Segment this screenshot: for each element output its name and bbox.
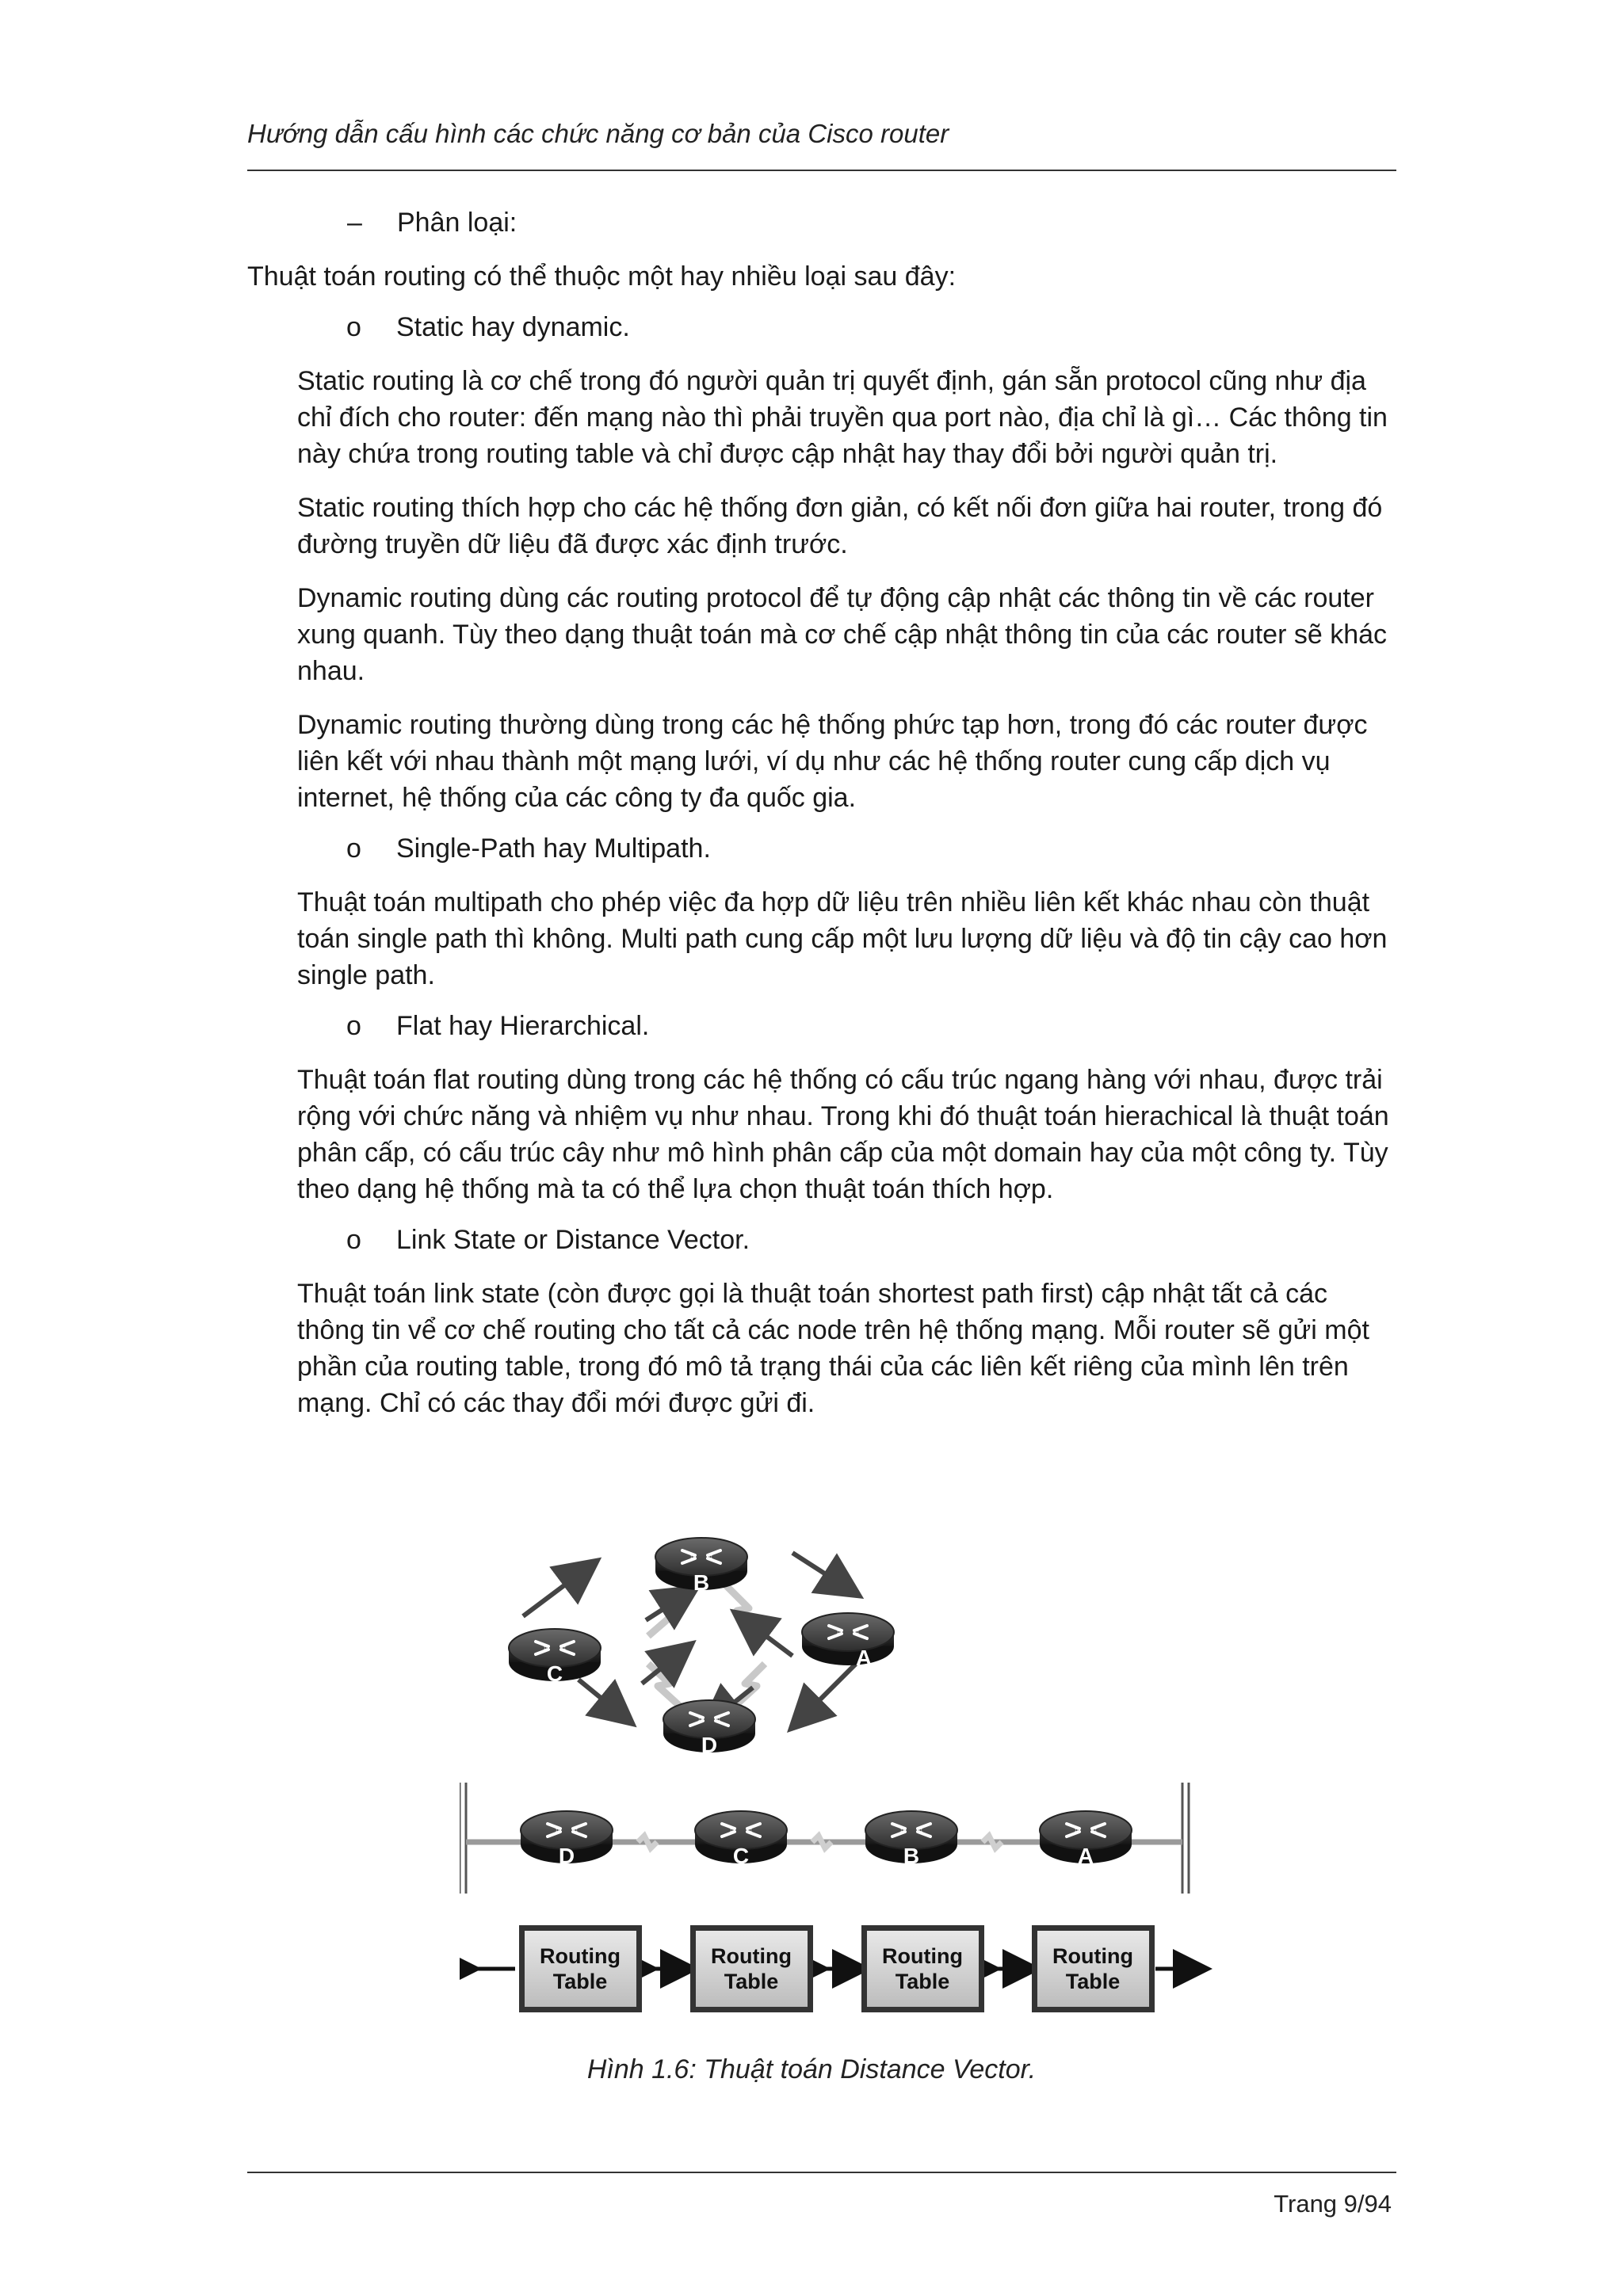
- chain-router-b: [865, 1811, 957, 1868]
- ring-router-a: [802, 1613, 894, 1670]
- header-rule: [247, 170, 1396, 171]
- table-label-line1: Routing: [711, 1944, 792, 1968]
- intro-paragraph: Thuật toán routing có thể thuộc một hay nhiều loại sau đây:: [247, 261, 957, 292]
- table-label-line2: Table: [1065, 1970, 1121, 1993]
- bullet-label: Static hay dynamic.: [396, 312, 630, 342]
- ring-router-c: [509, 1629, 601, 1686]
- table-label-line2: Table: [724, 1970, 779, 1993]
- table-label-line1: Routing: [1052, 1944, 1133, 1968]
- router-label: A: [855, 1646, 873, 1670]
- router-label: B: [693, 1570, 710, 1595]
- routing-table-3: [861, 1925, 984, 2012]
- routing-table-4: [1032, 1925, 1155, 2012]
- page-body: [247, 204, 1396, 1439]
- page-header: Hướng dẫn cấu hình các chức năng cơ bản của Cisco router: [247, 119, 949, 148]
- bullet-marker: o: [346, 833, 361, 864]
- router-label: C: [732, 1844, 750, 1868]
- bullet-label: Flat hay Hierarchical.: [396, 1011, 650, 1041]
- router-label: D: [701, 1733, 718, 1757]
- chain-router-c: [695, 1811, 787, 1868]
- bullet-link-state: [247, 1222, 1396, 1258]
- footer-rule: [247, 2172, 1396, 2173]
- distance-vector-figure: [460, 1525, 1220, 2032]
- chain-router-a: [1040, 1811, 1132, 1868]
- paragraph-multipath: Thuật toán multipath cho phép việc đa hợp dữ liệu trên nhiều liên kết khác nhau còn thuật toán single path thì không. Multi path cung cấp một lưu lượng dữ liệu và độ tin cậy cao hơn single path.: [297, 887, 1388, 990]
- paragraph-link-state: Thuật toán link state (còn được gọi là thuật toán shortest path first) cập nhật tất cả các thông tin vể cơ chế routing cho tất cả các node trên hệ thống mạng. Mỗi router sẽ gửi một phần của routing table, trong đó mô tả trạng thái của các liên kết riêng của mình lên trên mạng. Chỉ có các thay đổi mới được gửi đi.: [297, 1279, 1369, 1418]
- bullet-marker: o: [346, 1225, 361, 1255]
- paragraph-flat-routing: Thuật toán flat routing dùng trong các hệ thống có cấu trúc ngang hàng với nhau, được trải rộng với chức năng và nhiệm vụ như nhau. Trong khi đó thuật toán hierachical là thuật toán phân cấp, có cấu trúc cây như mô hình phân cấp của một domain hay của một công ty. Tùy theo dạng hệ thống mà ta có thể lựa chọn thuật toán thích hợp.: [297, 1065, 1389, 1204]
- paragraph-dynamic-routing: Dynamic routing dùng các routing protocol để tự động cập nhật các thông tin về các router xung quanh. Tùy theo dạng thuật toán mà cơ chế cập nhật thông tin của các router sẽ khác nhau.: [297, 583, 1388, 686]
- bullet-single-multipath: [247, 830, 1396, 867]
- routing-table-2: [690, 1925, 813, 2012]
- table-label-line1: Routing: [540, 1944, 621, 1968]
- bullet-static-dynamic: [247, 309, 1396, 345]
- router-label: C: [546, 1661, 563, 1686]
- classification-title: Phân loại:: [397, 208, 517, 238]
- table-label-line2: Table: [895, 1970, 950, 1993]
- paragraph-static-routing: Static routing là cơ chế trong đó người quản trị quyết định, gán sẵn protocol cũng như địa chỉ đích cho router: đến mạng nào thì phải truyền qua port nào, địa chỉ là gì… Các thông tin này chứa trong routing table và chỉ được cập nhật hay thay đổi bởi người quản trị.: [297, 366, 1388, 469]
- page-number: Trang 9/94: [1274, 2190, 1392, 2218]
- bullet-flat-hierarchical: [247, 1008, 1396, 1044]
- paragraph-static-use: Static routing thích hợp cho các hệ thống đơn giản, có kết nối đơn giữa hai router, trong đó đường truyền dữ liệu đã được xác định trước.: [297, 493, 1383, 559]
- figure-caption: Hình 1.6: Thuật toán Distance Vector.: [586, 2054, 1037, 2084]
- dash-marker: –: [347, 208, 362, 238]
- routing-table-1: [519, 1925, 642, 2012]
- ring-router-b: [655, 1538, 747, 1595]
- bullet-label: Single-Path hay Multipath.: [396, 833, 711, 864]
- router-label: D: [558, 1844, 575, 1868]
- bullet-label: Link State or Distance Vector.: [396, 1225, 750, 1255]
- ring-router-d: [663, 1700, 755, 1757]
- bullet-marker: o: [346, 312, 361, 342]
- table-label-line2: Table: [552, 1970, 608, 1993]
- bullet-marker: o: [346, 1011, 361, 1041]
- chain-router-d: [521, 1811, 613, 1868]
- router-label: A: [1077, 1844, 1094, 1868]
- classification-heading: [297, 204, 1396, 241]
- table-label-line1: Routing: [882, 1944, 963, 1968]
- paragraph-dynamic-use: Dynamic routing thường dùng trong các hệ thống phức tạp hơn, trong đó các router được liên kết với nhau thành một mạng lưới, ví dụ như các hệ thống router cung cấp dịch vụ internet, hệ thống của các công ty đa quốc gia.: [297, 710, 1368, 813]
- router-label: B: [903, 1844, 920, 1868]
